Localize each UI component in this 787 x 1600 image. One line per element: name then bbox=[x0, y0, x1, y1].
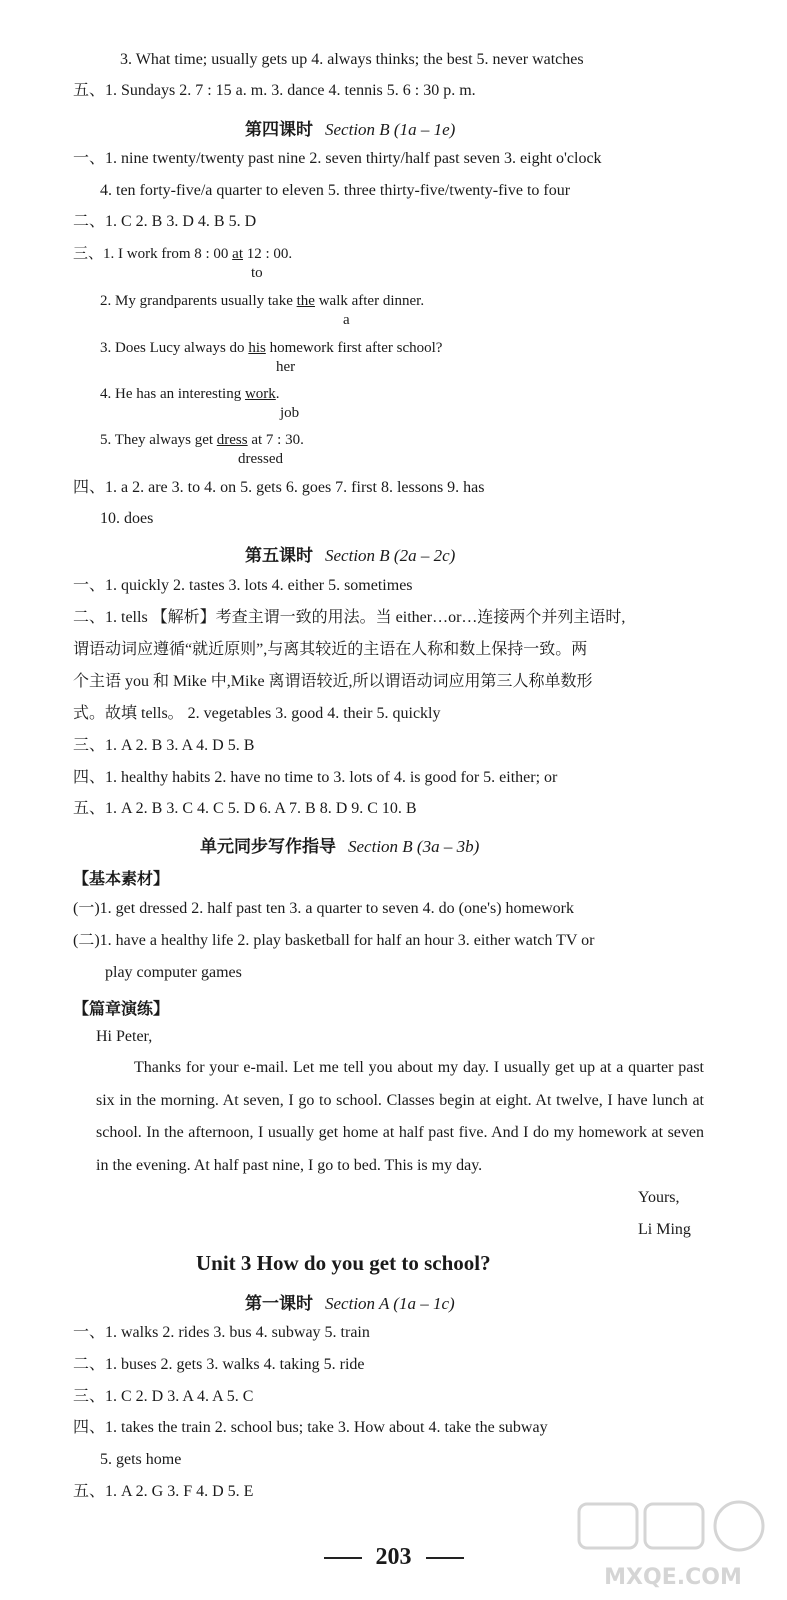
letter-greeting: Hi Peter, bbox=[96, 1028, 153, 1045]
answer-line: 一、1. walks 2. rides 3. bus 4. subway 5. train bbox=[73, 1324, 370, 1341]
section-heading bbox=[245, 115, 455, 140]
answer-line: play computer games bbox=[105, 964, 242, 981]
answer-line: 四、1. healthy habits 2. have no time to 3. lots of 4. is good for 5. either; or bbox=[73, 769, 558, 786]
error-word: at bbox=[232, 246, 243, 262]
practice-label: 【篇章演练】 bbox=[73, 1001, 170, 1018]
answer-line: 5. gets home bbox=[100, 1451, 182, 1468]
answer-line: 4. ten forty-five/a quarter to eleven 5. three thirty-five/twenty-five to four bbox=[100, 182, 571, 199]
correction-word: a bbox=[343, 312, 350, 328]
error-word: dress bbox=[216, 432, 248, 448]
correction-word: job bbox=[280, 405, 300, 421]
dash-right bbox=[426, 1557, 464, 1559]
heading-title: 单元同步写作指导 bbox=[200, 837, 336, 856]
answer-line: 三、1. A 2. B 3. A 4. D 5. B bbox=[73, 737, 255, 754]
correction-item: 2. My grandparents usually take the walk after dinner. a bbox=[100, 293, 425, 328]
heading-section: Section A (1a – 1c) bbox=[325, 1294, 455, 1313]
answer-line: 四、1. a 2. are 3. to 4. on 5. gets 6. goes 7. first 8. lessons 9. has bbox=[73, 479, 485, 496]
answer-line: 五、1. Sundays 2. 7 : 15 a. m. 3. dance 4. tennis 5. 6 : 30 p. m. bbox=[73, 82, 476, 99]
error-word: work bbox=[244, 386, 276, 402]
letter-closing: Yours, bbox=[638, 1189, 680, 1206]
answer-line: 二、1. tells 【解析】考查主谓一致的用法。当 either…or…连接两个并列主语时, bbox=[73, 609, 626, 626]
answer-line: 五、1. A 2. G 3. F 4. D 5. E bbox=[73, 1483, 254, 1500]
answer-line: 3. What time; usually gets up 4. always thinks; the best 5. never watches bbox=[120, 51, 584, 68]
answer-line: 二、1. buses 2. gets 3. walks 4. taking 5. ride bbox=[73, 1356, 365, 1373]
page-number: 203 bbox=[0, 1544, 787, 1571]
answer-line: 四、1. takes the train 2. school bus; take 3. How about 4. take the subway bbox=[73, 1419, 548, 1436]
correction-word: to bbox=[251, 265, 263, 281]
correction-word: dressed bbox=[238, 451, 283, 467]
heading-section: Section B (2a – 2c) bbox=[325, 546, 456, 565]
section-heading bbox=[245, 1289, 455, 1314]
answer-line: 个主语 you 和 Mike 中,Mike 离谓语较近,所以谓语动词应用第三人称单数形 bbox=[73, 673, 593, 690]
heading-title: 第一课时 bbox=[245, 1294, 313, 1313]
answer-line: 二、1. C 2. B 3. D 4. B 5. D bbox=[73, 213, 257, 230]
correction-word: her bbox=[276, 359, 296, 375]
correction-item: 3. Does Lucy always do his homework first after school? her bbox=[100, 340, 443, 375]
answer-line: (一)1. get dressed 2. half past ten 3. a quarter to seven 4. do (one's) homework bbox=[73, 900, 574, 917]
watermark-logo bbox=[575, 1498, 771, 1594]
heading-title: 第四课时 bbox=[245, 120, 313, 139]
answer-line: 一、1. quickly 2. tastes 3. lots 4. either 5. sometimes bbox=[73, 577, 413, 594]
answer-line: 式。故填 tells。 2. vegetables 3. good 4. their 5. quickly bbox=[73, 705, 441, 722]
letter-body bbox=[96, 1052, 704, 1182]
svg-text:MXQE.COM: MXQE.COM bbox=[604, 1565, 742, 1590]
answer-line: (二)1. have a healthy life 2. play basketball for half an hour 3. either watch TV or bbox=[73, 932, 595, 949]
answer-line: 三、1. C 2. D 3. A 4. A 5. C bbox=[73, 1388, 254, 1405]
correction-item: 4. He has an interesting work. job bbox=[100, 386, 300, 421]
error-word: the bbox=[296, 293, 315, 309]
answer-line: 谓语动词应遵循“就近原则”,与离其较近的主语在人称和数上保持一致。两 bbox=[73, 641, 588, 658]
section-heading bbox=[200, 832, 479, 857]
material-label: 【基本素材】 bbox=[73, 871, 170, 888]
correction-item: 三、1. I work from 8 : 00 at 12 : 00. to bbox=[73, 246, 293, 281]
answer-line: 10. does bbox=[100, 510, 154, 527]
letter-signature: Li Ming bbox=[638, 1221, 691, 1238]
letter-paragraph: Thanks for your e-mail. Let me tell you about my day. I usually get up at a quarter past six in the morning. At seven, I go to school. Classes begin at eight. At twelve, I have lunch at school. In the afternoon, I usually get home at half past five. And I do my homework at seven in the evening. At half past nine, I go to bed. This is my day. bbox=[96, 1059, 704, 1174]
heading-title: 第五课时 bbox=[245, 546, 313, 565]
unit-title: Unit 3 How do you get to school? bbox=[196, 1251, 491, 1275]
heading-section: Section B (3a – 3b) bbox=[348, 837, 480, 856]
heading-section: Section B (1a – 1e) bbox=[325, 120, 456, 139]
correction-item: 5. They always get dress at 7 : 30. dressed bbox=[100, 432, 304, 467]
section-heading bbox=[245, 541, 455, 566]
answer-line: 一、1. nine twenty/twenty past nine 2. seven thirty/half past seven 3. eight o'clock bbox=[73, 150, 602, 167]
answer-line: 五、1. A 2. B 3. C 4. C 5. D 6. A 7. B 8. D 9. C 10. B bbox=[73, 800, 417, 817]
dash-left bbox=[324, 1557, 362, 1559]
error-word: his bbox=[248, 340, 266, 356]
